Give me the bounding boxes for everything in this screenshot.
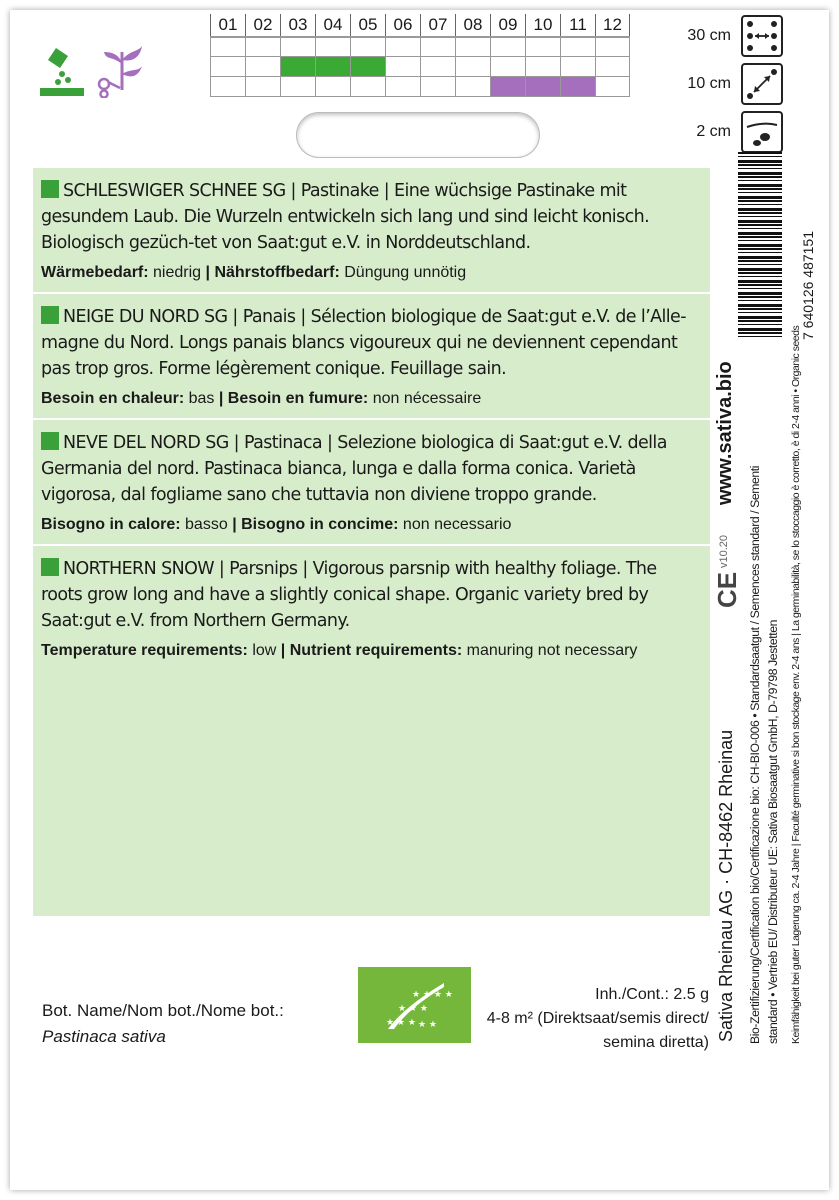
month-label: 08 bbox=[455, 14, 490, 36]
req-label: Besoin en chaleur: bbox=[41, 390, 185, 407]
sowing-depth-icon bbox=[741, 111, 783, 153]
calendar-cell bbox=[455, 77, 490, 96]
svg-text:★ ★ ★: ★ ★ ★ bbox=[398, 1004, 428, 1014]
green-square-icon bbox=[41, 180, 59, 198]
req-label: Bisogno in calore: bbox=[41, 516, 181, 533]
requirements: Besoin en chaleur: bas | Besoin en fumure: non nécessaire bbox=[41, 390, 482, 407]
calendar-cell bbox=[315, 57, 350, 76]
month-label: 11 bbox=[560, 14, 595, 36]
calendar-cell bbox=[490, 38, 525, 57]
botanical-label: Bot. Name/Nom bot./Nome bot.: bbox=[42, 1001, 284, 1020]
req-value: low bbox=[252, 642, 277, 659]
green-square-icon bbox=[41, 432, 59, 450]
row-distance-label: 30 cm bbox=[687, 27, 731, 44]
eu-organic-logo bbox=[358, 967, 471, 1043]
month-label: 10 bbox=[525, 14, 560, 36]
section-german bbox=[33, 168, 710, 294]
calendar-cell bbox=[315, 77, 350, 96]
req-value: niedrig bbox=[153, 264, 202, 281]
month-label: 05 bbox=[350, 14, 385, 36]
req-value: non nécessaire bbox=[372, 390, 482, 407]
month-label: 07 bbox=[420, 14, 455, 36]
spacing-info bbox=[643, 12, 783, 156]
content-amount: Inh./Cont.: 2.5 g bbox=[595, 986, 709, 1003]
calendar-cell bbox=[210, 77, 245, 96]
plant-distance bbox=[643, 60, 783, 108]
botanical-value: Pastinaca sativa bbox=[42, 1027, 166, 1046]
calendar-cell bbox=[595, 57, 630, 76]
calendar-cell bbox=[315, 38, 350, 57]
req-label: Nährstoffbedarf: bbox=[214, 264, 340, 281]
calendar-cell bbox=[560, 77, 595, 96]
svg-text:★ ★: ★ ★ bbox=[418, 1020, 437, 1030]
month-label: 09 bbox=[490, 14, 525, 36]
company-address: Sativa Rheinau AG · CH-8462 Rheinau bbox=[716, 729, 736, 1042]
hang-hole bbox=[296, 112, 540, 158]
req-label: Temperature requirements: bbox=[41, 642, 248, 659]
calendar-row-sowing bbox=[210, 37, 630, 57]
calendar-cell bbox=[385, 77, 420, 96]
req-label: Nutrient requirements: bbox=[289, 642, 463, 659]
req-value: basso bbox=[185, 516, 228, 533]
calendar-cell bbox=[455, 57, 490, 76]
svg-text:★ ★ ★: ★ ★ ★ bbox=[386, 1018, 416, 1028]
sowing-harvest-calendar bbox=[210, 14, 630, 97]
calendar-cell bbox=[280, 77, 315, 96]
calendar-cell bbox=[350, 38, 385, 57]
calendar-cell bbox=[595, 77, 630, 96]
req-value: manuring not necessary bbox=[466, 642, 638, 659]
germination-note: Keimfähigkeit bei guter Lagerung ca. 2-4 Jahre | Faculté germinative si bon stockage env. 2-4 ans | La germinabilità, se lo stoccaggio è corretto, è di 2-4 anni • Organic seeds bbox=[790, 325, 802, 1044]
barcode-number: 7 640126 487151 bbox=[800, 231, 816, 340]
calendar-cell bbox=[560, 57, 595, 76]
calendar-cell bbox=[595, 38, 630, 57]
calendar-cell bbox=[350, 57, 385, 76]
req-value: Düngung unnötig bbox=[344, 264, 467, 281]
calendar-cell bbox=[280, 38, 315, 57]
botanical-name bbox=[42, 998, 284, 1050]
calendar-cell bbox=[490, 57, 525, 76]
calendar-cell bbox=[280, 57, 315, 76]
calendar-cell bbox=[560, 38, 595, 57]
description-text: SCHLESWIGER SCHNEE SG | Pastinake | Eine wüchsige Pastinake mit gesundem Laub. Die Wurzeln entwickeln sich lang und sind leicht konisch. Biologisch gezüch-tet von Saat:gut e.V. in Norddeutschland. bbox=[41, 181, 650, 253]
sowing-depth bbox=[643, 108, 783, 156]
month-label: 06 bbox=[385, 14, 420, 36]
description-text: NEVE DEL NORD SG | Pastinaca | Selezione biologica di Saat:gut e.V. della Germania del nord. Pastinaca bianca, lunga e dalla forma conica. Varietà vigorosa, dal fogliame sano che tuttavia non diviene troppo grande. bbox=[41, 433, 667, 505]
req-label: Wärmebedarf: bbox=[41, 264, 149, 281]
calendar-cell bbox=[245, 38, 280, 57]
req-label: Besoin en fumure: bbox=[227, 390, 369, 407]
green-square-icon bbox=[41, 558, 59, 576]
month-label: 01 bbox=[210, 14, 245, 36]
calendar-rows bbox=[210, 36, 630, 97]
calendar-cell bbox=[420, 38, 455, 57]
certification-line-2: standard • Vertrieb EU/ Distributeur UE: Sativa Biosaatgut GmbH, D-79798 Jestetten bbox=[766, 620, 780, 1044]
description-panel bbox=[33, 168, 710, 916]
calendar-cell bbox=[245, 57, 280, 76]
plant-cut-icon bbox=[94, 42, 146, 98]
req-value: bas bbox=[188, 390, 215, 407]
calendar-cell bbox=[420, 77, 455, 96]
calendar-cell bbox=[455, 38, 490, 57]
calendar-cell bbox=[525, 77, 560, 96]
ce-mark: CE bbox=[712, 571, 742, 608]
month-label: 12 bbox=[595, 14, 630, 36]
month-label: 03 bbox=[280, 14, 315, 36]
month-label: 04 bbox=[315, 14, 350, 36]
barcode bbox=[738, 152, 782, 340]
calendar-cell bbox=[385, 57, 420, 76]
section-english bbox=[33, 546, 710, 670]
req-value: non necessario bbox=[402, 516, 512, 533]
calendar-months bbox=[210, 14, 630, 36]
description-text: NEIGE DU NORD SG | Panais | Sélection biologique de Saat:gut e.V. de l’Alle-magne du Nord. Longs panais blancs vigoureux qui ne deviennent cependant pas trop gros. Forme légèrement conique. Feuillage sain. bbox=[41, 307, 686, 379]
requirements: Temperature requirements: low | Nutrient requirements: manuring not necessary bbox=[41, 642, 638, 659]
usage-icons bbox=[38, 42, 146, 98]
content-area-1: 4-8 m² (Direktsaat/semis direct/ bbox=[486, 1010, 709, 1027]
requirements: Bisogno in calore: basso | Bisogno in concime: non necessario bbox=[41, 516, 512, 533]
content-area-2: semina diretta) bbox=[603, 1034, 709, 1051]
calendar-cell bbox=[420, 57, 455, 76]
section-french bbox=[33, 294, 710, 420]
green-square-icon bbox=[41, 306, 59, 324]
requirements: Wärmebedarf: niedrig | Nährstoffbedarf: Düngung unnötig bbox=[41, 264, 467, 281]
plant-distance-label: 10 cm bbox=[687, 75, 731, 92]
calendar-cell bbox=[350, 77, 385, 96]
calendar-cell bbox=[210, 38, 245, 57]
website: www.sativa.bio bbox=[714, 361, 736, 505]
description-text: NORTHERN SNOW | Parsnips | Vigorous parsnip with healthy foliage. The roots grow long and have a slightly conical shape. Organic variety bred by Saat:gut e.V. from Northern Germany. bbox=[41, 559, 657, 631]
row-distance-icon bbox=[741, 15, 783, 57]
calendar-row-harvest bbox=[210, 77, 630, 97]
sowing-icon bbox=[38, 42, 86, 98]
req-label: Bisogno in concime: bbox=[241, 516, 399, 533]
calendar-cell bbox=[525, 57, 560, 76]
certification-line-1: Bio-Zertifizierung/Certification bio/Certificazione bio: CH-BIO-006 • Standardsaatgut / Semences standard / Sementi bbox=[748, 465, 762, 1044]
content-info bbox=[487, 983, 709, 1055]
calendar-cell bbox=[210, 57, 245, 76]
version: v10.20 bbox=[718, 534, 730, 568]
svg-text:★ ★ ★ ★: ★ ★ ★ ★ bbox=[412, 990, 453, 1000]
calendar-cell bbox=[490, 77, 525, 96]
calendar-cell bbox=[525, 38, 560, 57]
section-italian bbox=[33, 420, 710, 546]
plant-distance-icon bbox=[741, 63, 783, 105]
calendar-cell bbox=[245, 77, 280, 96]
sowing-depth-label: 2 cm bbox=[696, 123, 731, 140]
row-distance bbox=[643, 12, 783, 60]
calendar-row-sowing-green bbox=[210, 57, 630, 77]
calendar-cell bbox=[385, 38, 420, 57]
month-label: 02 bbox=[245, 14, 280, 36]
